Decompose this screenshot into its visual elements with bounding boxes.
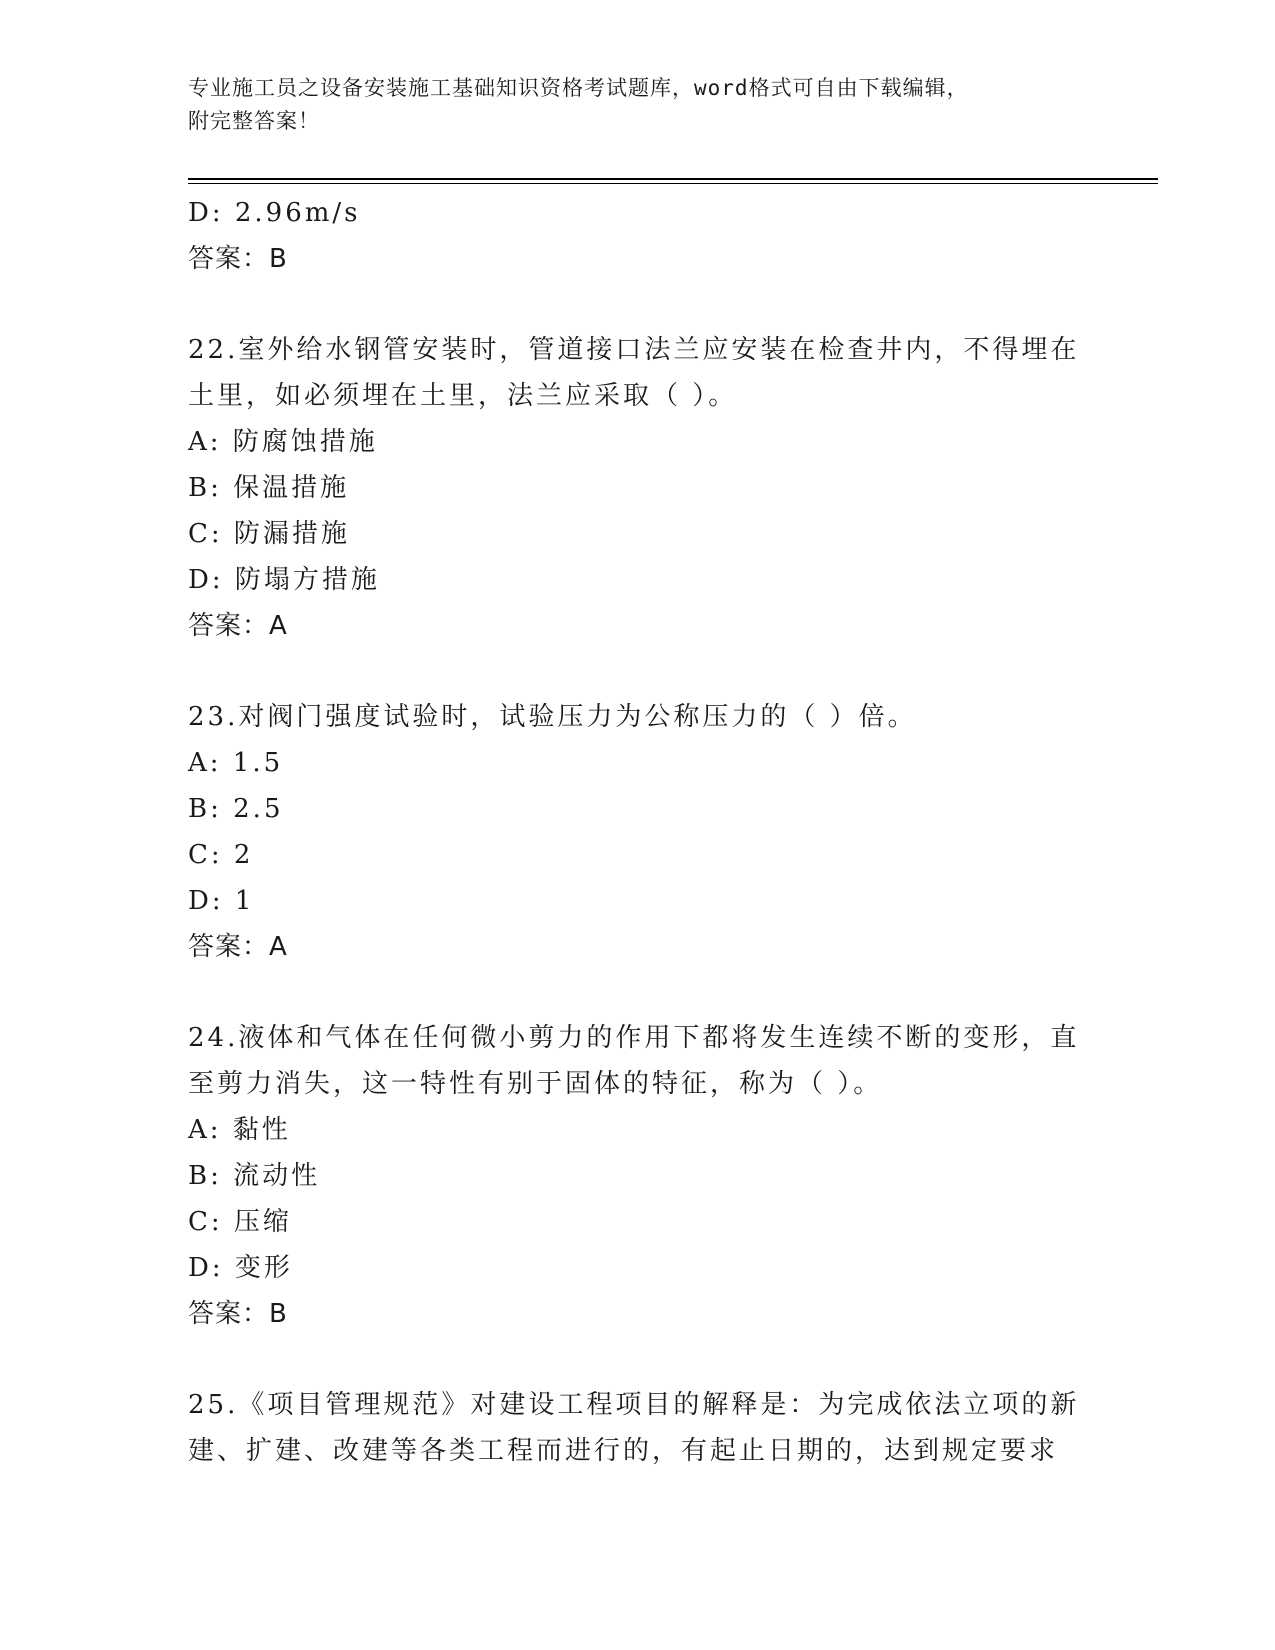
option-d: D: 2.96m/s [188,198,361,228]
option-a: A: 黏性 [188,1115,291,1145]
question-content [188,190,1088,1474]
previous-question-tail [188,190,1088,282]
question-stem-line: 23.对阀门强度试验时，试验压力为公称压力的（ ）倍。 [188,702,917,732]
question-stem-line: 建、扩建、改建等各类工程而进行的，有起止日期的，达到规定要求 [188,1436,1059,1466]
page-header [188,72,1088,138]
option-b: B: 2.5 [188,794,284,824]
question-stem-line: 25.《项目管理规范》对建设工程项目的解释是：为完成依法立项的新 [188,1390,1080,1420]
header-divider-thick [188,178,1158,180]
question-24 [188,1015,1088,1337]
header-divider-thin [188,183,1158,184]
option-a: A: 1.5 [188,748,284,778]
answer-line: 答案：B [188,1299,288,1329]
option-c: C: 压缩 [188,1207,292,1237]
header-title-line-2: 附完整答案！ [188,109,320,133]
question-stem-line: 24.液体和气体在任何微小剪力的作用下都将发生连续不断的变形，直 [188,1023,1080,1053]
spacer [188,1337,1088,1382]
question-stem-line: 土里，如必须埋在土里，法兰应采取（ ）。 [188,381,738,411]
option-b: B: 流动性 [188,1161,321,1191]
answer-line: 答案：A [188,932,288,962]
option-a: A: 防腐蚀措施 [188,427,378,457]
answer-line: 答案：A [188,611,288,641]
question-stem-line: 至剪力消失，这一特性有别于固体的特征，称为（ ）。 [188,1069,883,1099]
question-stem-line: 22.室外给水钢管安装时，管道接口法兰应安装在检查井内，不得埋在 [188,335,1080,365]
answer-line: 答案：B [188,244,288,274]
question-23 [188,694,1088,970]
header-title-line-1: 专业施工员之设备安装施工基础知识资格考试题库，word格式可自由下载编辑， [188,76,969,100]
question-22 [188,327,1088,649]
option-d: D: 防塌方措施 [188,565,380,595]
spacer [188,649,1088,694]
option-c: C: 2 [188,840,254,870]
option-d: D: 1 [188,886,255,916]
option-c: C: 防漏措施 [188,519,350,549]
spacer [188,970,1088,1015]
option-b: B: 保温措施 [188,473,350,503]
question-25 [188,1382,1088,1474]
option-d: D: 变形 [188,1253,293,1283]
spacer [188,282,1088,327]
